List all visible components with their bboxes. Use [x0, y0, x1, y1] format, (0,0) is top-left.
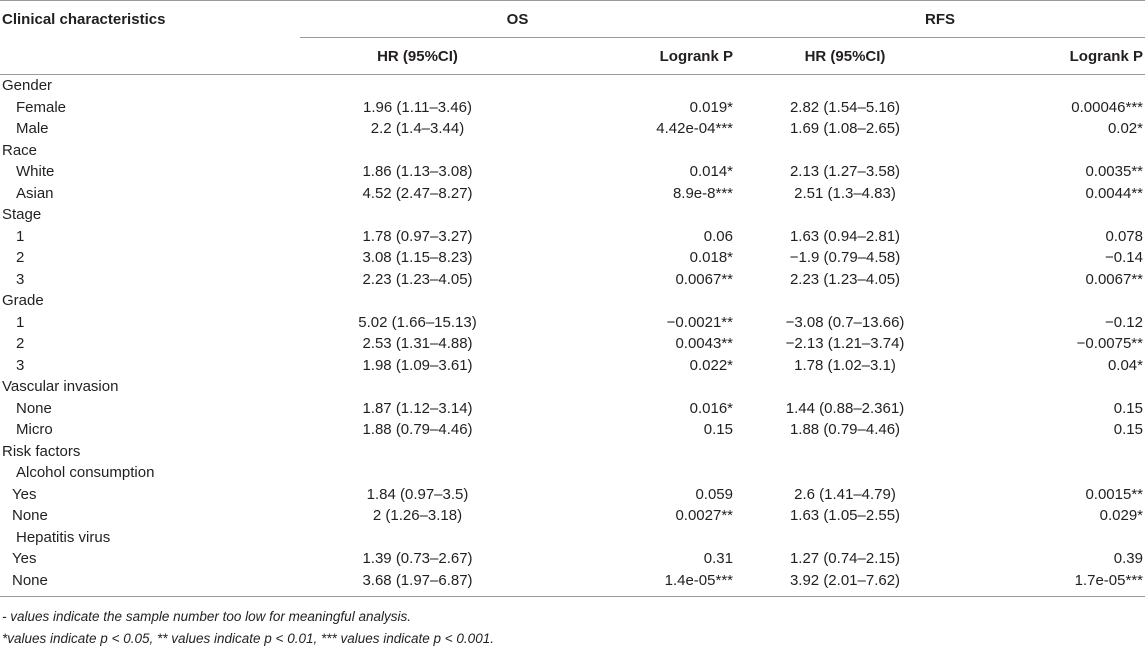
os-p-cell: 0.022*	[689, 356, 733, 374]
table-row	[0, 333, 1145, 355]
os-hr-cell	[300, 140, 535, 162]
os-p-cell: 0.15	[703, 421, 733, 438]
table-row	[0, 247, 1145, 269]
os-p-cell	[535, 204, 735, 226]
subgroup-row	[0, 462, 1145, 484]
rfs-p-cell: 1.7e-05***	[955, 570, 1145, 597]
header-empty-cell	[0, 38, 300, 75]
rfs-p-cell: 0.15	[1113, 399, 1143, 417]
rfs-hr-cell	[735, 376, 955, 398]
os-p-cell	[535, 140, 735, 162]
footnote-sample-size: - values indicate the sample number too low for meaningful analysis.	[2, 609, 411, 624]
os-p-cell: 0.0043**	[675, 335, 733, 352]
os-hr-cell: 1.78 (0.97–3.27)	[362, 227, 473, 245]
rfs-hr-cell: 1.78 (1.02–3.1)	[794, 356, 896, 374]
header-os: OS	[300, 1, 735, 38]
rfs-p-cell: −0.0075**	[1076, 335, 1143, 352]
os-hr-cell: 2.23 (1.23–4.05)	[362, 270, 473, 288]
group-label: Hepatitis virus	[16, 528, 111, 546]
header-os-hr: HR (95%CI)	[300, 38, 535, 75]
rfs-p-cell: 0.04*	[1107, 356, 1143, 374]
rfs-hr-cell	[735, 75, 955, 97]
rfs-p-cell: −0.14	[1105, 249, 1143, 266]
row-label: None	[0, 570, 300, 597]
row-label: 3	[16, 270, 25, 288]
rfs-p-cell	[955, 527, 1145, 549]
row-label: Male	[16, 120, 49, 137]
os-p-cell: 0.31	[703, 550, 733, 567]
table-header	[0, 1, 1145, 75]
os-p-cell: 0.0067**	[675, 270, 733, 288]
footnotes	[2, 606, 494, 650]
rfs-hr-cell: 2.51 (1.3–4.83)	[794, 184, 896, 202]
rfs-p-cell	[955, 462, 1145, 484]
group-row	[0, 204, 1145, 226]
os-p-cell: 0.016*	[689, 399, 733, 417]
rfs-hr-cell: −3.08 (0.7–13.66)	[785, 313, 905, 331]
os-p-cell: 1.4e-05***	[535, 570, 735, 597]
rfs-hr-cell: 2.13 (1.27–3.58)	[789, 163, 901, 180]
rfs-hr-cell	[735, 462, 955, 484]
rfs-p-cell: 0.15	[1113, 421, 1143, 438]
os-hr-cell: 4.52 (2.47–8.27)	[362, 184, 473, 202]
rfs-hr-cell: 3.92 (2.01–7.62)	[735, 570, 955, 597]
row-label: Female	[16, 98, 67, 116]
rfs-p-cell: 0.0044**	[1085, 184, 1143, 202]
os-p-cell	[535, 75, 735, 97]
group-label: Stage	[2, 206, 42, 223]
header-os-logrank: Logrank P	[535, 38, 735, 75]
os-hr-cell: 1.86 (1.13–3.08)	[362, 163, 473, 180]
os-p-cell: 0.0027**	[675, 507, 733, 524]
rfs-hr-cell: 1.27 (0.74–2.15)	[789, 550, 901, 567]
rfs-p-cell	[955, 140, 1145, 162]
os-hr-cell	[300, 376, 535, 398]
group-row	[0, 140, 1145, 162]
os-p-cell	[535, 527, 735, 549]
rfs-p-cell	[955, 204, 1145, 226]
table-row	[0, 505, 1145, 527]
table-row	[0, 269, 1145, 291]
row-label: None	[16, 399, 52, 417]
os-hr-cell	[300, 290, 535, 312]
group-row	[0, 376, 1145, 398]
table-row	[0, 161, 1145, 183]
os-hr-cell: 2.2 (1.4–3.44)	[370, 120, 465, 137]
os-hr-cell: 3.68 (1.97–6.87)	[300, 570, 535, 597]
table-row	[0, 398, 1145, 420]
os-hr-cell	[300, 441, 535, 463]
os-hr-cell: 1.87 (1.12–3.14)	[362, 399, 473, 417]
os-hr-cell	[300, 462, 535, 484]
table-row	[0, 97, 1145, 119]
rfs-hr-cell: −1.9 (0.79–4.58)	[789, 249, 901, 266]
os-p-cell: −0.0021**	[666, 313, 733, 331]
os-p-cell	[535, 462, 735, 484]
rfs-hr-cell	[735, 290, 955, 312]
subgroup-row	[0, 527, 1145, 549]
header-clinical-characteristics: Clinical characteristics	[0, 1, 300, 38]
rfs-hr-cell: 2.82 (1.54–5.16)	[789, 98, 901, 116]
rfs-p-cell: 0.02*	[1107, 120, 1143, 137]
table-row	[0, 355, 1145, 377]
row-label: 1	[16, 227, 25, 245]
row-label: 3	[16, 356, 25, 374]
table-row	[0, 183, 1145, 205]
row-label: 2	[16, 335, 25, 352]
rfs-p-cell	[955, 75, 1145, 97]
group-label: Alcohol consumption	[16, 464, 155, 481]
rfs-hr-cell	[735, 140, 955, 162]
os-hr-cell	[300, 204, 535, 226]
row-label: Yes	[12, 485, 37, 503]
row-label: 2	[16, 249, 25, 266]
rfs-p-cell: 0.029*	[1099, 507, 1143, 524]
os-hr-cell: 1.39 (0.73–2.67)	[362, 550, 473, 567]
table-row	[0, 312, 1145, 334]
header-rfs-hr: HR (95%CI)	[735, 38, 955, 75]
group-row	[0, 290, 1145, 312]
group-label: Gender	[2, 77, 53, 94]
rfs-p-cell: 0.078	[1105, 227, 1143, 245]
table-row	[0, 226, 1145, 248]
rfs-hr-cell: 1.69 (1.08–2.65)	[789, 120, 901, 137]
os-p-cell: 0.059	[695, 485, 733, 503]
os-hr-cell: 2.53 (1.31–4.88)	[362, 335, 473, 352]
os-p-cell	[535, 376, 735, 398]
table-body	[0, 75, 1145, 597]
rfs-hr-cell: 1.63 (0.94–2.81)	[789, 227, 901, 245]
group-row	[0, 75, 1145, 97]
os-p-cell: 0.06	[703, 227, 733, 245]
table-row	[0, 484, 1145, 506]
group-label: Race	[2, 141, 38, 159]
footnote-significance: *values indicate p < 0.05, ** values indicate p < 0.01, *** values indicate p < 0.001.	[2, 631, 494, 646]
group-label: Vascular invasion	[2, 378, 119, 395]
table-row	[0, 548, 1145, 570]
row-label: White	[16, 163, 55, 180]
rfs-hr-cell	[735, 204, 955, 226]
group-label: Risk factors	[2, 442, 81, 460]
os-hr-cell: 1.98 (1.09–3.61)	[362, 356, 473, 374]
os-p-cell: 0.014*	[689, 163, 733, 180]
rfs-p-cell: 0.0067**	[1085, 270, 1143, 288]
table-row	[0, 570, 1145, 597]
os-p-cell: 0.019*	[689, 98, 733, 116]
rfs-hr-cell	[735, 527, 955, 549]
rfs-p-cell	[955, 376, 1145, 398]
row-label: 1	[16, 313, 25, 331]
rfs-p-cell: 0.0035**	[1085, 163, 1143, 180]
table-row	[0, 419, 1145, 441]
rfs-hr-cell	[735, 441, 955, 463]
group-label: Grade	[2, 292, 44, 309]
row-label: Micro	[16, 421, 53, 438]
rfs-p-cell: 0.39	[1113, 550, 1143, 567]
rfs-p-cell: 0.0015**	[1085, 485, 1143, 503]
os-hr-cell: 2 (1.26–3.18)	[372, 507, 463, 524]
row-label: None	[12, 507, 48, 524]
os-hr-cell: 5.02 (1.66–15.13)	[358, 313, 477, 331]
header-rfs: RFS	[735, 1, 1145, 38]
rfs-hr-cell: 1.88 (0.79–4.46)	[789, 421, 901, 438]
rfs-hr-cell: 1.63 (1.05–2.55)	[789, 507, 901, 524]
rfs-hr-cell: −2.13 (1.21–3.74)	[785, 335, 905, 352]
rfs-p-cell	[955, 441, 1145, 463]
rfs-p-cell	[955, 290, 1145, 312]
os-p-cell	[535, 441, 735, 463]
rfs-p-cell: 0.00046***	[1071, 98, 1143, 116]
os-hr-cell: 1.88 (0.79–4.46)	[362, 421, 473, 438]
table-row	[0, 118, 1145, 140]
os-p-cell: 4.42e-04***	[656, 120, 733, 137]
rfs-hr-cell: 2.6 (1.41–4.79)	[794, 485, 896, 503]
header-rfs-logrank: Logrank P	[955, 38, 1145, 75]
rfs-p-cell: −0.12	[1105, 313, 1143, 331]
rfs-hr-cell: 2.23 (1.23–4.05)	[789, 270, 901, 288]
os-p-cell	[535, 290, 735, 312]
os-hr-cell	[300, 527, 535, 549]
os-p-cell: 0.018*	[689, 249, 733, 266]
os-hr-cell: 3.08 (1.15–8.23)	[362, 249, 473, 266]
row-label: Asian	[16, 184, 54, 202]
os-p-cell: 8.9e-8***	[672, 184, 733, 202]
os-hr-cell: 1.96 (1.11–3.46)	[363, 98, 472, 116]
os-hr-cell	[300, 75, 535, 97]
rfs-hr-cell: 1.44 (0.88–2.361)	[785, 399, 905, 417]
row-label: Yes	[12, 550, 37, 567]
os-hr-cell: 1.84 (0.97–3.5)	[366, 485, 469, 503]
group-row	[0, 441, 1145, 463]
